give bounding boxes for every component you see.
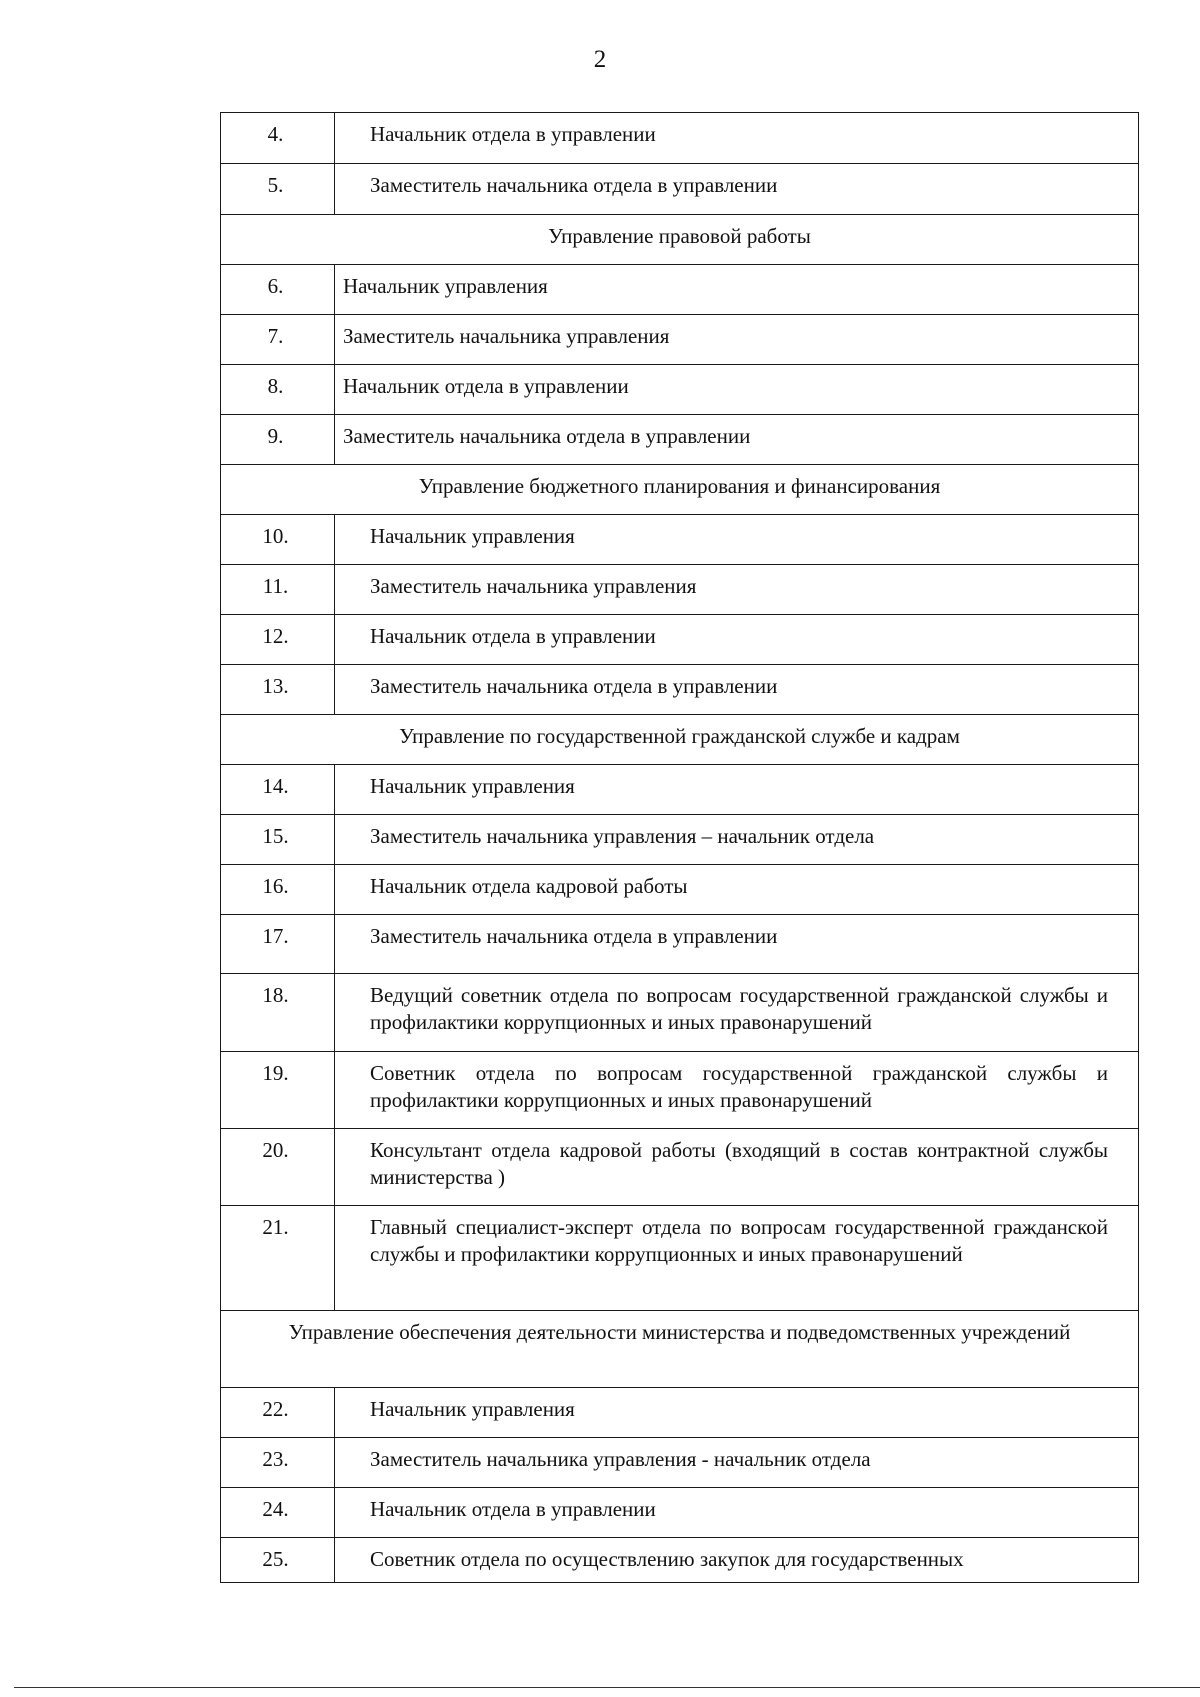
table-row [221, 1538, 1139, 1583]
table-row [221, 515, 1139, 565]
scan-edge-line [14, 1687, 1200, 1688]
row-number: 21. [221, 1206, 335, 1311]
row-number: 17. [221, 915, 335, 974]
position-title: Начальник отдела в управлении [335, 113, 1139, 164]
position-title: Начальник отдела в управлении [335, 365, 1139, 415]
position-title: Начальник отдела в управлении [335, 1488, 1139, 1538]
position-title: Начальник управления [335, 765, 1139, 815]
position-title: Заместитель начальника отдела в управлении [335, 915, 1139, 974]
table-row [221, 1388, 1139, 1438]
position-title: Ведущий советник отдела по вопросам государственной гражданской службы и профилактики коррупционных и иных правонарушений [335, 974, 1139, 1052]
table-row [221, 1438, 1139, 1488]
positions-table [220, 112, 1139, 1583]
position-title: Заместитель начальника отдела в управлении [335, 164, 1139, 215]
table-row [221, 615, 1139, 665]
section-row [221, 1311, 1139, 1388]
position-title: Заместитель начальника управления [335, 565, 1139, 615]
row-number: 23. [221, 1438, 335, 1488]
table-row [221, 1206, 1139, 1311]
table-row [221, 1129, 1139, 1206]
section-row [221, 715, 1139, 765]
section-row [221, 215, 1139, 265]
position-title: Консультант отдела кадровой работы (входящий в состав контрактной службы министерства ) [335, 1129, 1139, 1206]
row-number: 5. [221, 164, 335, 215]
table-row [221, 315, 1139, 365]
table-row [221, 265, 1139, 315]
row-number: 9. [221, 415, 335, 465]
position-title: Заместитель начальника управления - начальник отдела [335, 1438, 1139, 1488]
table-row [221, 915, 1139, 974]
position-title: Советник отдела по осуществлению закупок для государственных [335, 1538, 1139, 1583]
section-heading: Управление бюджетного планирования и финансирования [221, 465, 1139, 515]
row-number: 24. [221, 1488, 335, 1538]
table-row [221, 365, 1139, 415]
table-row [221, 665, 1139, 715]
table-row [221, 415, 1139, 465]
row-number: 22. [221, 1388, 335, 1438]
table-row [221, 164, 1139, 215]
row-number: 16. [221, 865, 335, 915]
table-row [221, 765, 1139, 815]
row-number: 4. [221, 113, 335, 164]
position-title: Советник отдела по вопросам государственной гражданской службы и профилактики коррупционных и иных правонарушений [335, 1052, 1139, 1129]
row-number: 18. [221, 974, 335, 1052]
row-number: 20. [221, 1129, 335, 1206]
row-number: 7. [221, 315, 335, 365]
row-number: 10. [221, 515, 335, 565]
row-number: 11. [221, 565, 335, 615]
position-title: Заместитель начальника управления – начальник отдела [335, 815, 1139, 865]
section-heading: Управление обеспечения деятельности министерства и подведомственных учреждений [221, 1311, 1139, 1388]
table-row [221, 865, 1139, 915]
section-heading: Управление по государственной гражданской службе и кадрам [221, 715, 1139, 765]
position-title: Заместитель начальника управления [335, 315, 1139, 365]
position-title: Начальник отдела в управлении [335, 615, 1139, 665]
row-number: 12. [221, 615, 335, 665]
position-title: Начальник управления [335, 515, 1139, 565]
table-row [221, 815, 1139, 865]
table-row [221, 1488, 1139, 1538]
page-number: 2 [593, 46, 607, 73]
row-number: 19. [221, 1052, 335, 1129]
row-number: 8. [221, 365, 335, 415]
position-title: Главный специалист-эксперт отдела по вопросам государственной гражданской службы и профилактики коррупционных и иных правонарушений [335, 1206, 1139, 1311]
row-number: 15. [221, 815, 335, 865]
table-row [221, 974, 1139, 1052]
row-number: 6. [221, 265, 335, 315]
table-row [221, 113, 1139, 164]
section-row [221, 465, 1139, 515]
row-number: 13. [221, 665, 335, 715]
position-title: Начальник управления [335, 1388, 1139, 1438]
position-title: Начальник управления [335, 265, 1139, 315]
table-row [221, 1052, 1139, 1129]
row-number: 14. [221, 765, 335, 815]
position-title: Заместитель начальника отдела в управлении [335, 415, 1139, 465]
position-title: Начальник отдела кадровой работы [335, 865, 1139, 915]
row-number: 25. [221, 1538, 335, 1583]
section-heading: Управление правовой работы [221, 215, 1139, 265]
table-row [221, 565, 1139, 615]
position-title: Заместитель начальника отдела в управлении [335, 665, 1139, 715]
